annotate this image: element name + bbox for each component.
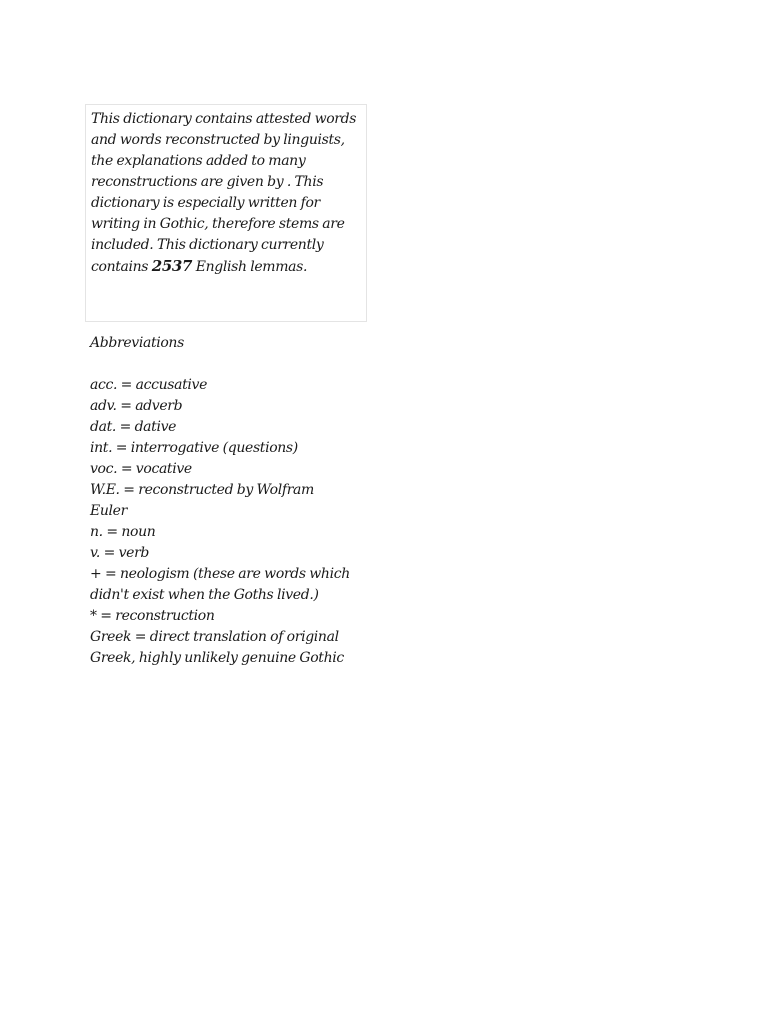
- abbreviation-item: W.E. = reconstructed by Wolfram Euler: [90, 482, 314, 519]
- abbreviations-list: [90, 375, 350, 669]
- abbreviation-item: int. = interrogative (questions): [90, 440, 298, 456]
- abbreviation-item: Greek = direct translation of original Greek, highly unlikely genuine Gothic: [90, 629, 344, 666]
- abbreviation-item: v. = verb: [90, 545, 150, 561]
- lemma-count: 2537: [151, 257, 193, 275]
- intro-text-after: English lemmas.: [192, 259, 308, 275]
- abbreviation-item: + = neologism (these are words which didn't exist when the Goths lived.): [90, 566, 350, 603]
- intro-box: [85, 104, 367, 322]
- intro-paragraph: [91, 109, 361, 278]
- abbreviation-item: dat. = dative: [90, 419, 177, 435]
- abbreviation-item: acc. = accusative: [90, 377, 208, 393]
- abbreviations-title: Abbreviations: [90, 335, 184, 351]
- abbreviation-item: n. = noun: [90, 524, 156, 540]
- intro-text-before: This dictionary contains attested words and words reconstructed by linguists, the explanations added to many reconstructions are given by . This dictionary is especially written for writing in Gothic, therefore stems are included. This dictionary currently contains: [91, 111, 357, 275]
- abbreviations-section: [90, 333, 350, 669]
- abbreviation-item: voc. = vocative: [90, 461, 192, 477]
- abbreviation-item: adv. = adverb: [90, 398, 183, 414]
- abbreviation-item: * = reconstruction: [90, 608, 215, 624]
